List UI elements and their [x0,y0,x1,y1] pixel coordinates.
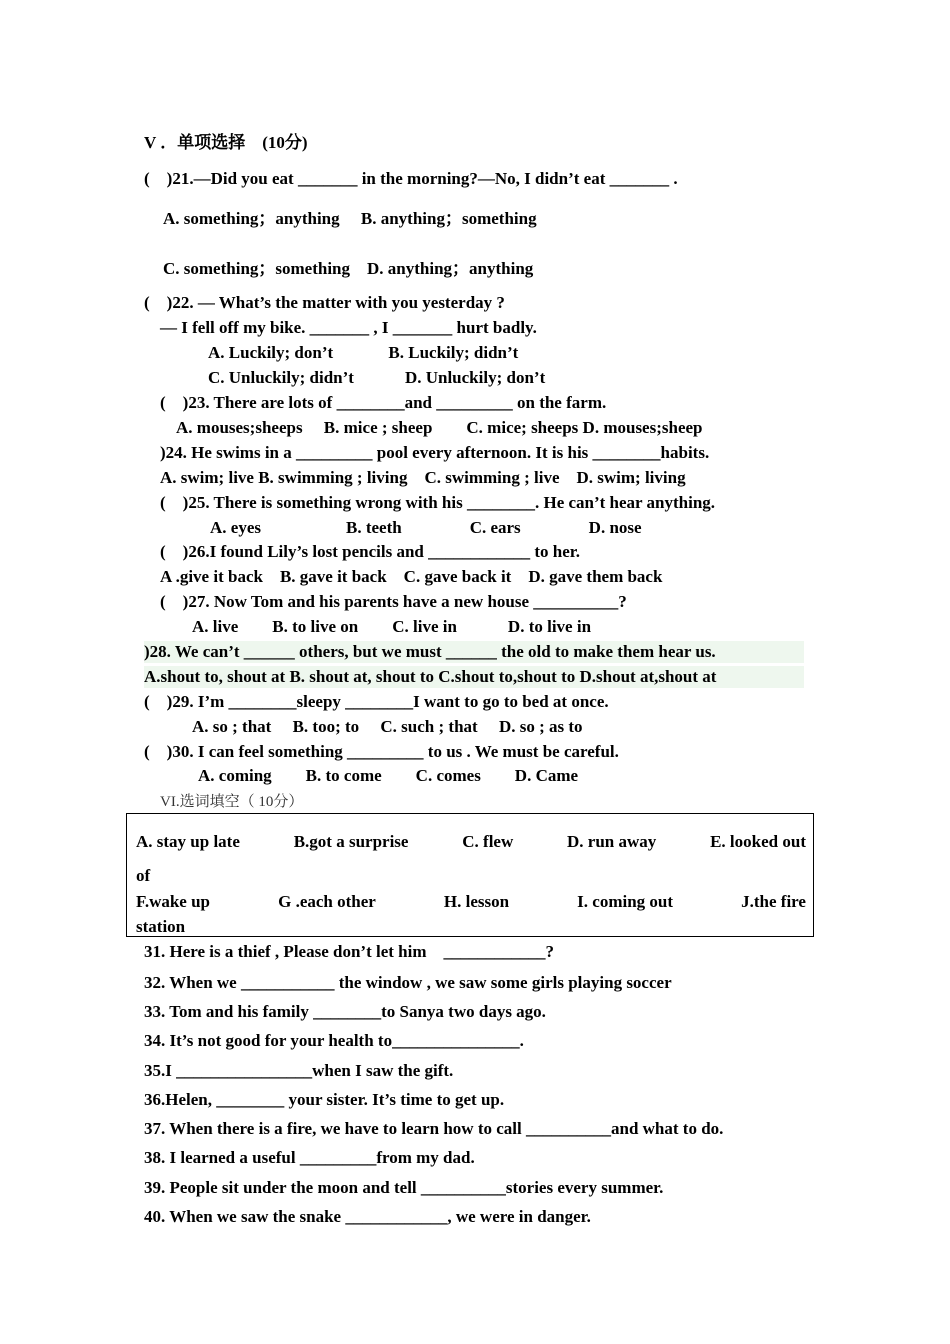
word-bank-item: A. stay up late [136,832,240,851]
question-23: ( )23. There are lots of ________and _________ on the farm. [160,393,607,412]
word-bank-row-1-cont: of [136,866,151,885]
question-26: ( )26.I found Lily’s lost pencils and ____________ to her. [160,542,581,561]
question-38: 38. I learned a useful _________from my dad. [144,1148,475,1167]
question-27-options: A. live B. to live on C. live in D. to live in [192,617,592,636]
word-bank-item: C. flew [462,832,514,851]
question-40: 40. When we saw the snake ____________, we were in danger. [144,1207,591,1226]
word-bank-item: G .each other [278,892,376,911]
word-bank-item: I. coming out [577,892,674,911]
question-30-options: A. coming B. to come C. comes D. Came [198,766,579,785]
question-30: ( )30. I can feel something _________ to us . We must be careful. [144,742,619,761]
question-34: 34. It’s not good for your health to_______________. [144,1031,524,1050]
word-bank-item: F.wake up [136,892,211,911]
question-22-options-cd: C. Unluckily; didn’t D. Unluckily; don’t [208,368,546,387]
section-6-title: VI.选词填空（ 10分） [160,794,304,810]
section-5-title: V ．单项选择 (10分) [144,133,308,152]
word-bank-item: D. run away [567,832,657,851]
question-29: ( )29. I’m ________sleepy ________I want to go to bed at once. [144,692,609,711]
word-bank-item: J.the fire [741,892,806,911]
question-21-options-cd: C. something；something D. anything；anything [163,259,534,278]
question-39: 39. People sit under the moon and tell __________stories every summer. [144,1178,664,1197]
question-21: ( )21.—Did you eat _______ in the morning?—No, I didn’t eat _______ . [144,169,678,188]
question-32: 32. When we ___________ the window , we saw some girls playing soccer [144,973,672,992]
word-bank-row-2-cont: station [136,917,186,936]
question-21-options-ab: A. something；anything B. anything；something [163,209,537,228]
question-33: 33. Tom and his family ________to Sanya two days ago. [144,1002,546,1021]
question-27: ( )27. Now Tom and his parents have a new house __________? [160,592,627,611]
question-35: 35.I ________________when I saw the gift. [144,1061,454,1080]
word-bank-row-1 [136,831,806,853]
question-22-options-ab: A. Luckily; don’t B. Luckily; didn’t [208,343,519,362]
word-bank-item: H. lesson [443,892,510,911]
word-bank-row-2 [136,891,806,913]
question-22-line2: — I fell off my bike. _______ , I _______ hurt badly. [160,318,537,337]
question-23-options: A. mouses;sheeps B. mice ; sheep C. mice; sheeps D. mouses;sheep [176,418,703,437]
question-28-options: A.shout to, shout at B. shout at, shout to C.shout to,shout to D.shout at,shout at [144,666,804,688]
question-37: 37. When there is a fire, we have to learn how to call __________and what to do. [144,1119,724,1138]
question-36: 36.Helen, ________ your sister. It’s time to get up. [144,1090,505,1109]
question-25: ( )25. There is something wrong with his ________. He can’t hear anything. [160,493,716,512]
question-28: )28. We can’t ______ others, but we must ______ the old to make them hear us. [144,641,804,663]
question-29-options: A. so ; that B. too; to C. such ; that D. so ; as to [192,717,583,736]
question-24: )24. He swims in a _________ pool every afternoon. It is his ________habits. [160,443,710,462]
question-26-options: A .give it back B. gave it back C. gave back it D. gave them back [160,567,663,586]
question-31: 31. Here is a thief , Please don’t let him ____________? [144,942,555,961]
question-24-options: A. swim; live B. swimming ; living C. swimming ; live D. swim; living [160,468,686,487]
word-bank-item: B.got a surprise [293,832,409,851]
question-22: ( )22. — What’s the matter with you yesterday ? [144,293,505,312]
word-bank-item: E. looked out [710,832,806,851]
question-25-options: A. eyes B. teeth C. ears D. nose [210,518,642,537]
